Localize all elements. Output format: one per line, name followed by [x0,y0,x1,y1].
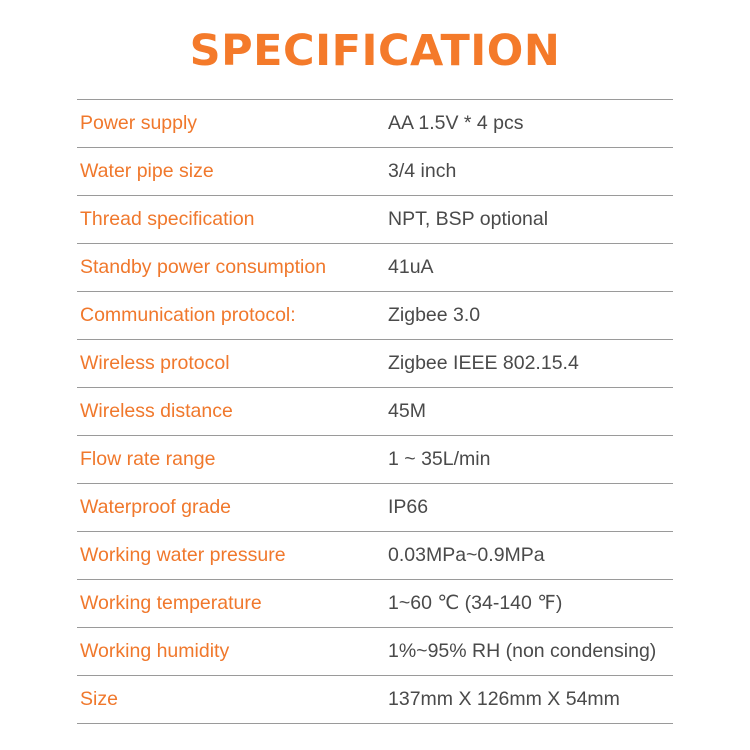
spec-label: Working temperature [80,592,262,614]
spec-value: 45M [388,400,426,422]
spec-row-thread-specification [77,196,673,244]
spec-row-water-pipe-size [77,148,673,196]
spec-value: 0.03MPa~0.9MPa [388,544,545,566]
spec-value: Zigbee IEEE 802.15.4 [388,352,579,374]
spec-label: Working water pressure [80,544,286,566]
spec-value: IP66 [388,496,429,518]
spec-row-power-supply [77,100,673,148]
spec-row-water-pressure [77,532,673,580]
spec-value: 3/4 inch [388,160,457,182]
spec-label: Waterproof grade [80,496,232,518]
spec-row-size [77,676,673,724]
spec-value: 137mm X 126mm X 54mm [388,688,620,710]
spec-label: Flow rate range [80,448,216,470]
spec-value: 41uA [388,256,434,278]
spec-row-working-temperature [77,580,673,628]
spec-label: Communication protocol: [80,304,296,326]
spec-row-wireless-protocol [77,340,673,388]
spec-row-wireless-distance [77,388,673,436]
spec-label: Power supply [80,112,198,134]
spec-row-working-humidity [77,628,673,676]
spec-label: Wireless protocol [80,352,230,374]
spec-table [77,99,673,724]
spec-label: Working humidity [80,640,230,662]
spec-label: Thread specification [80,208,255,230]
spec-row-standby-power [77,244,673,292]
spec-value: AA 1.5V * 4 pcs [388,112,524,134]
spec-label: Water pipe size [80,160,214,182]
spec-row-communication-protocol [77,292,673,340]
spec-label: Wireless distance [80,400,233,422]
spec-label: Standby power consumption [80,256,327,278]
spec-value: Zigbee 3.0 [388,304,481,326]
spec-label: Size [80,688,118,710]
spec-value: 1~60 ℃ (34-140 ℉) [388,592,563,614]
spec-value: 1%~95% RH (non condensing) [388,640,657,662]
spec-row-flow-rate-range [77,436,673,484]
spec-value: NPT, BSP optional [388,208,549,230]
spec-row-waterproof-grade [77,484,673,532]
spec-value: 1 ~ 35L/min [388,448,491,470]
page-title: SPECIFICATION [189,26,561,76]
